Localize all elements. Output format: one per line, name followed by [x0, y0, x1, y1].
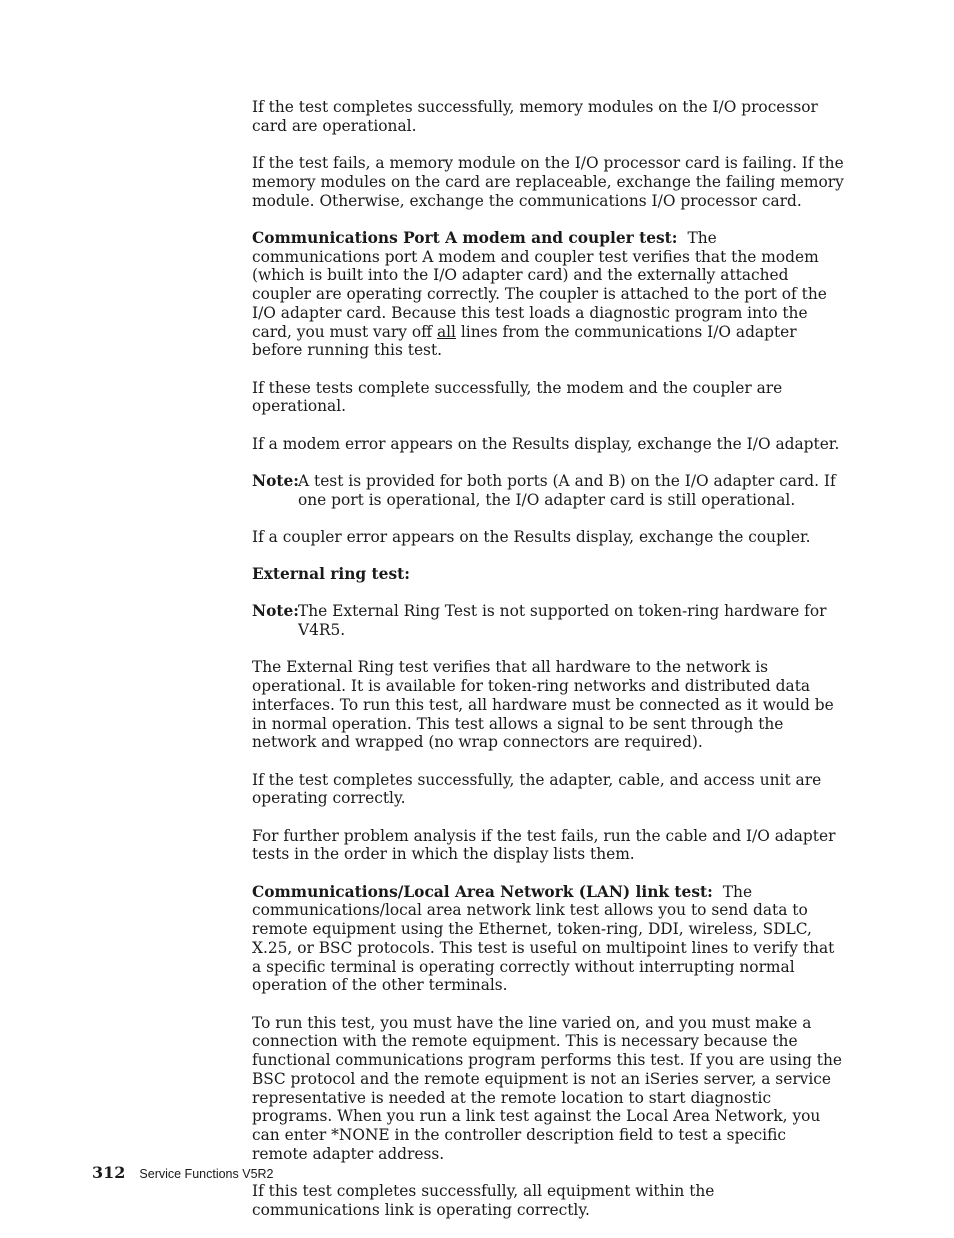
note-label: Note: [252, 471, 299, 490]
note-label: Note: [252, 602, 299, 621]
heading-port-a-test: Communications Port A modem and coupler test: [252, 228, 678, 247]
publication-title: Service Functions V5R2 [139, 1167, 274, 1181]
paragraph-modem-error: If a modem error appears on the Results display, exchange the I/O adapter. [252, 434, 840, 453]
heading-lan-link-test: Communications/Local Area Network (LAN) link test: [252, 882, 713, 901]
note-token-ring [252, 602, 844, 640]
port-a-text-1: The communications port A modem and coupler test verifies that the modem (which is built into the I/O adapter card) and the externally attached coupler are operating correctly. The coupler is attached to the port of the I/O adapter card. Because this test loads a diagnostic program into the card, you must vary off [252, 228, 827, 341]
page-body [252, 98, 844, 1238]
note-text: A test is provided for both ports (A and B) on the I/O adapter card. If one port is operational, the I/O adapter card is still operational. [298, 471, 836, 509]
paragraph-memory-fail: If the test fails, a memory module on the I/O processor card is failing. If the memory modules on the card are replaceable, exchange the failing memory module. Otherwise, exchange the communications I/O processor card. [252, 154, 844, 210]
paragraph-external-ring-description: The External Ring test verifies that all hardware to the network is operational. It is available for token-ring networks and distributed data interfaces. To run this test, all hardware must be connected as it would be in normal operation. This test allows a signal to be sent through the network and wrapped (no wrap connectors are required). [252, 658, 834, 752]
note-ports [252, 472, 844, 510]
paragraph-ring-success: If the test completes successfully, the adapter, cable, and access unit are operating correctly. [252, 770, 822, 808]
paragraph-memory-success: If the test completes successfully, memory modules on the I/O processor card are operational. [252, 98, 818, 135]
note-text: The External Ring Test is not supported on token-ring hardware for V4R5. [298, 602, 827, 639]
paragraph-ring-fail: For further problem analysis if the test fails, run the cable and I/O adapter tests in the order in which the display lists them. [252, 826, 836, 864]
port-a-text-2: lines from the communications I/O adapter before running this test. [252, 322, 797, 360]
page-number: 312 [92, 1163, 126, 1182]
paragraph-coupler-error: If a coupler error appears on the Results display, exchange the coupler. [252, 527, 811, 546]
paragraph-tests-success: If these tests complete successfully, the modem and the coupler are operational. [252, 378, 783, 416]
paragraph-link-success: If this test completes successfully, all equipment within the communications link is operating correctly. [252, 1182, 715, 1219]
paragraph-port-a-test [252, 229, 844, 360]
page-footer [92, 1163, 274, 1182]
paragraph-run-link-test: To run this test, you must have the line varied on, and you must make a connection with the remote equipment. This is necessary because the functional communications program performs this test. If you are using the BSC protocol and the remote equipment is not an iSeries server, a service representative is needed at the remote location to start diagnostic programs. When you run a link test against the Local Area Network, you can enter *NONE in the controller description field to test a specific remote adapter address. [252, 1013, 843, 1163]
lan-link-text: The communications/local area network link test allows you to send data to remote equipment using the Ethernet, token-ring, DDI, wireless, SDLC, X.25, or BSC protocols. This test is useful on multipoint lines to verify that a specific terminal is operating correctly without interrupting normal operation of the other terminals. [252, 882, 835, 995]
underlined-all: all [436, 322, 456, 341]
paragraph-lan-link-test [252, 883, 844, 996]
heading-external-ring-test: External ring test: [252, 565, 410, 583]
